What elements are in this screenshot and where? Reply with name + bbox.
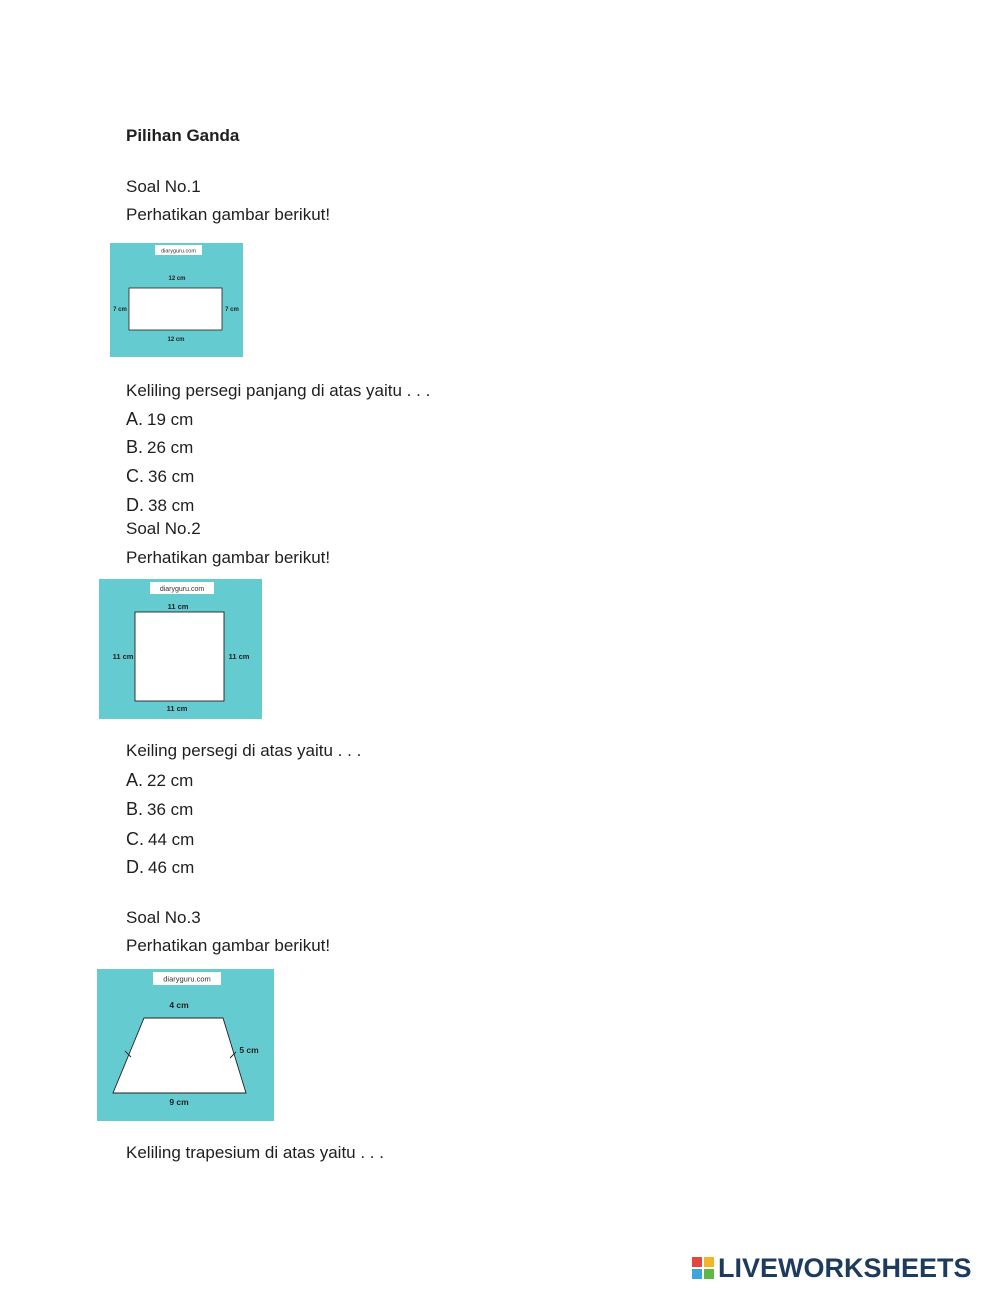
label-bottom: 12 cm	[167, 337, 185, 343]
question-2-option-c[interactable]: C. 44 cm	[126, 829, 195, 849]
question-1-figure	[110, 243, 243, 357]
question-3-instruction: Perhatikan gambar berikut!	[126, 936, 331, 955]
logo-tile-i	[704, 1257, 714, 1267]
label-right: 5 cm	[239, 1045, 259, 1055]
section-title: Pilihan Ganda	[126, 126, 240, 145]
label-top: 12 cm	[168, 276, 186, 282]
label-bottom: 9 cm	[169, 1097, 189, 1107]
label-right: 7 cm	[225, 307, 239, 313]
liveworksheets-logo-icon	[692, 1257, 714, 1279]
question-1-option-c[interactable]: C. 36 cm	[126, 466, 195, 486]
rectangle-shape	[129, 288, 222, 330]
question-1-option-d[interactable]: D. 38 cm	[126, 495, 195, 515]
logo-tile-v	[692, 1269, 702, 1279]
watermark-text: diaryguru.com	[159, 586, 205, 593]
label-left: 11 cm	[112, 652, 134, 661]
logo-tile-e	[704, 1269, 714, 1279]
question-1-prompt: Keliling persegi panjang di atas yaitu . . .	[126, 381, 431, 400]
question-1-option-a[interactable]: A. 19 cm	[126, 409, 194, 429]
trapezoid-shape	[113, 1018, 246, 1093]
question-2-option-a[interactable]: A. 22 cm	[126, 770, 194, 790]
square-diagram	[99, 579, 262, 719]
label-top: 4 cm	[169, 1000, 189, 1010]
trapezoid-diagram	[97, 969, 274, 1121]
watermark-text: diaryguru.com	[161, 248, 196, 255]
label-right: 11 cm	[228, 652, 250, 661]
question-2-option-b[interactable]: B. 36 cm	[126, 799, 194, 819]
question-2-option-d[interactable]: D. 46 cm	[126, 857, 195, 877]
liveworksheets-brand	[692, 1252, 972, 1284]
question-3-prompt: Keliling trapesium di atas yaitu . . .	[126, 1143, 384, 1162]
watermark-text: diaryguru.com	[163, 974, 211, 984]
question-1-label: Soal No.1	[126, 177, 201, 196]
question-3-label: Soal No.3	[126, 908, 201, 927]
label-top: 11 cm	[167, 602, 189, 611]
question-1-instruction: Perhatikan gambar berikut!	[126, 205, 331, 224]
question-2-prompt: Keiling persegi di atas yaitu . . .	[126, 741, 362, 760]
question-2-label: Soal No.2	[126, 519, 201, 538]
question-3-figure	[97, 969, 274, 1121]
question-1-option-b[interactable]: B. 26 cm	[126, 437, 194, 457]
rectangle-diagram	[110, 243, 243, 357]
question-2-instruction: Perhatikan gambar berikut!	[126, 548, 331, 567]
question-2-figure	[99, 579, 262, 719]
label-left: 7 cm	[113, 307, 127, 313]
square-shape	[135, 612, 224, 701]
brand-name: LIVEWORKSHEETS	[718, 1253, 972, 1283]
logo-tile-l	[692, 1257, 702, 1267]
label-bottom: 11 cm	[166, 704, 188, 713]
